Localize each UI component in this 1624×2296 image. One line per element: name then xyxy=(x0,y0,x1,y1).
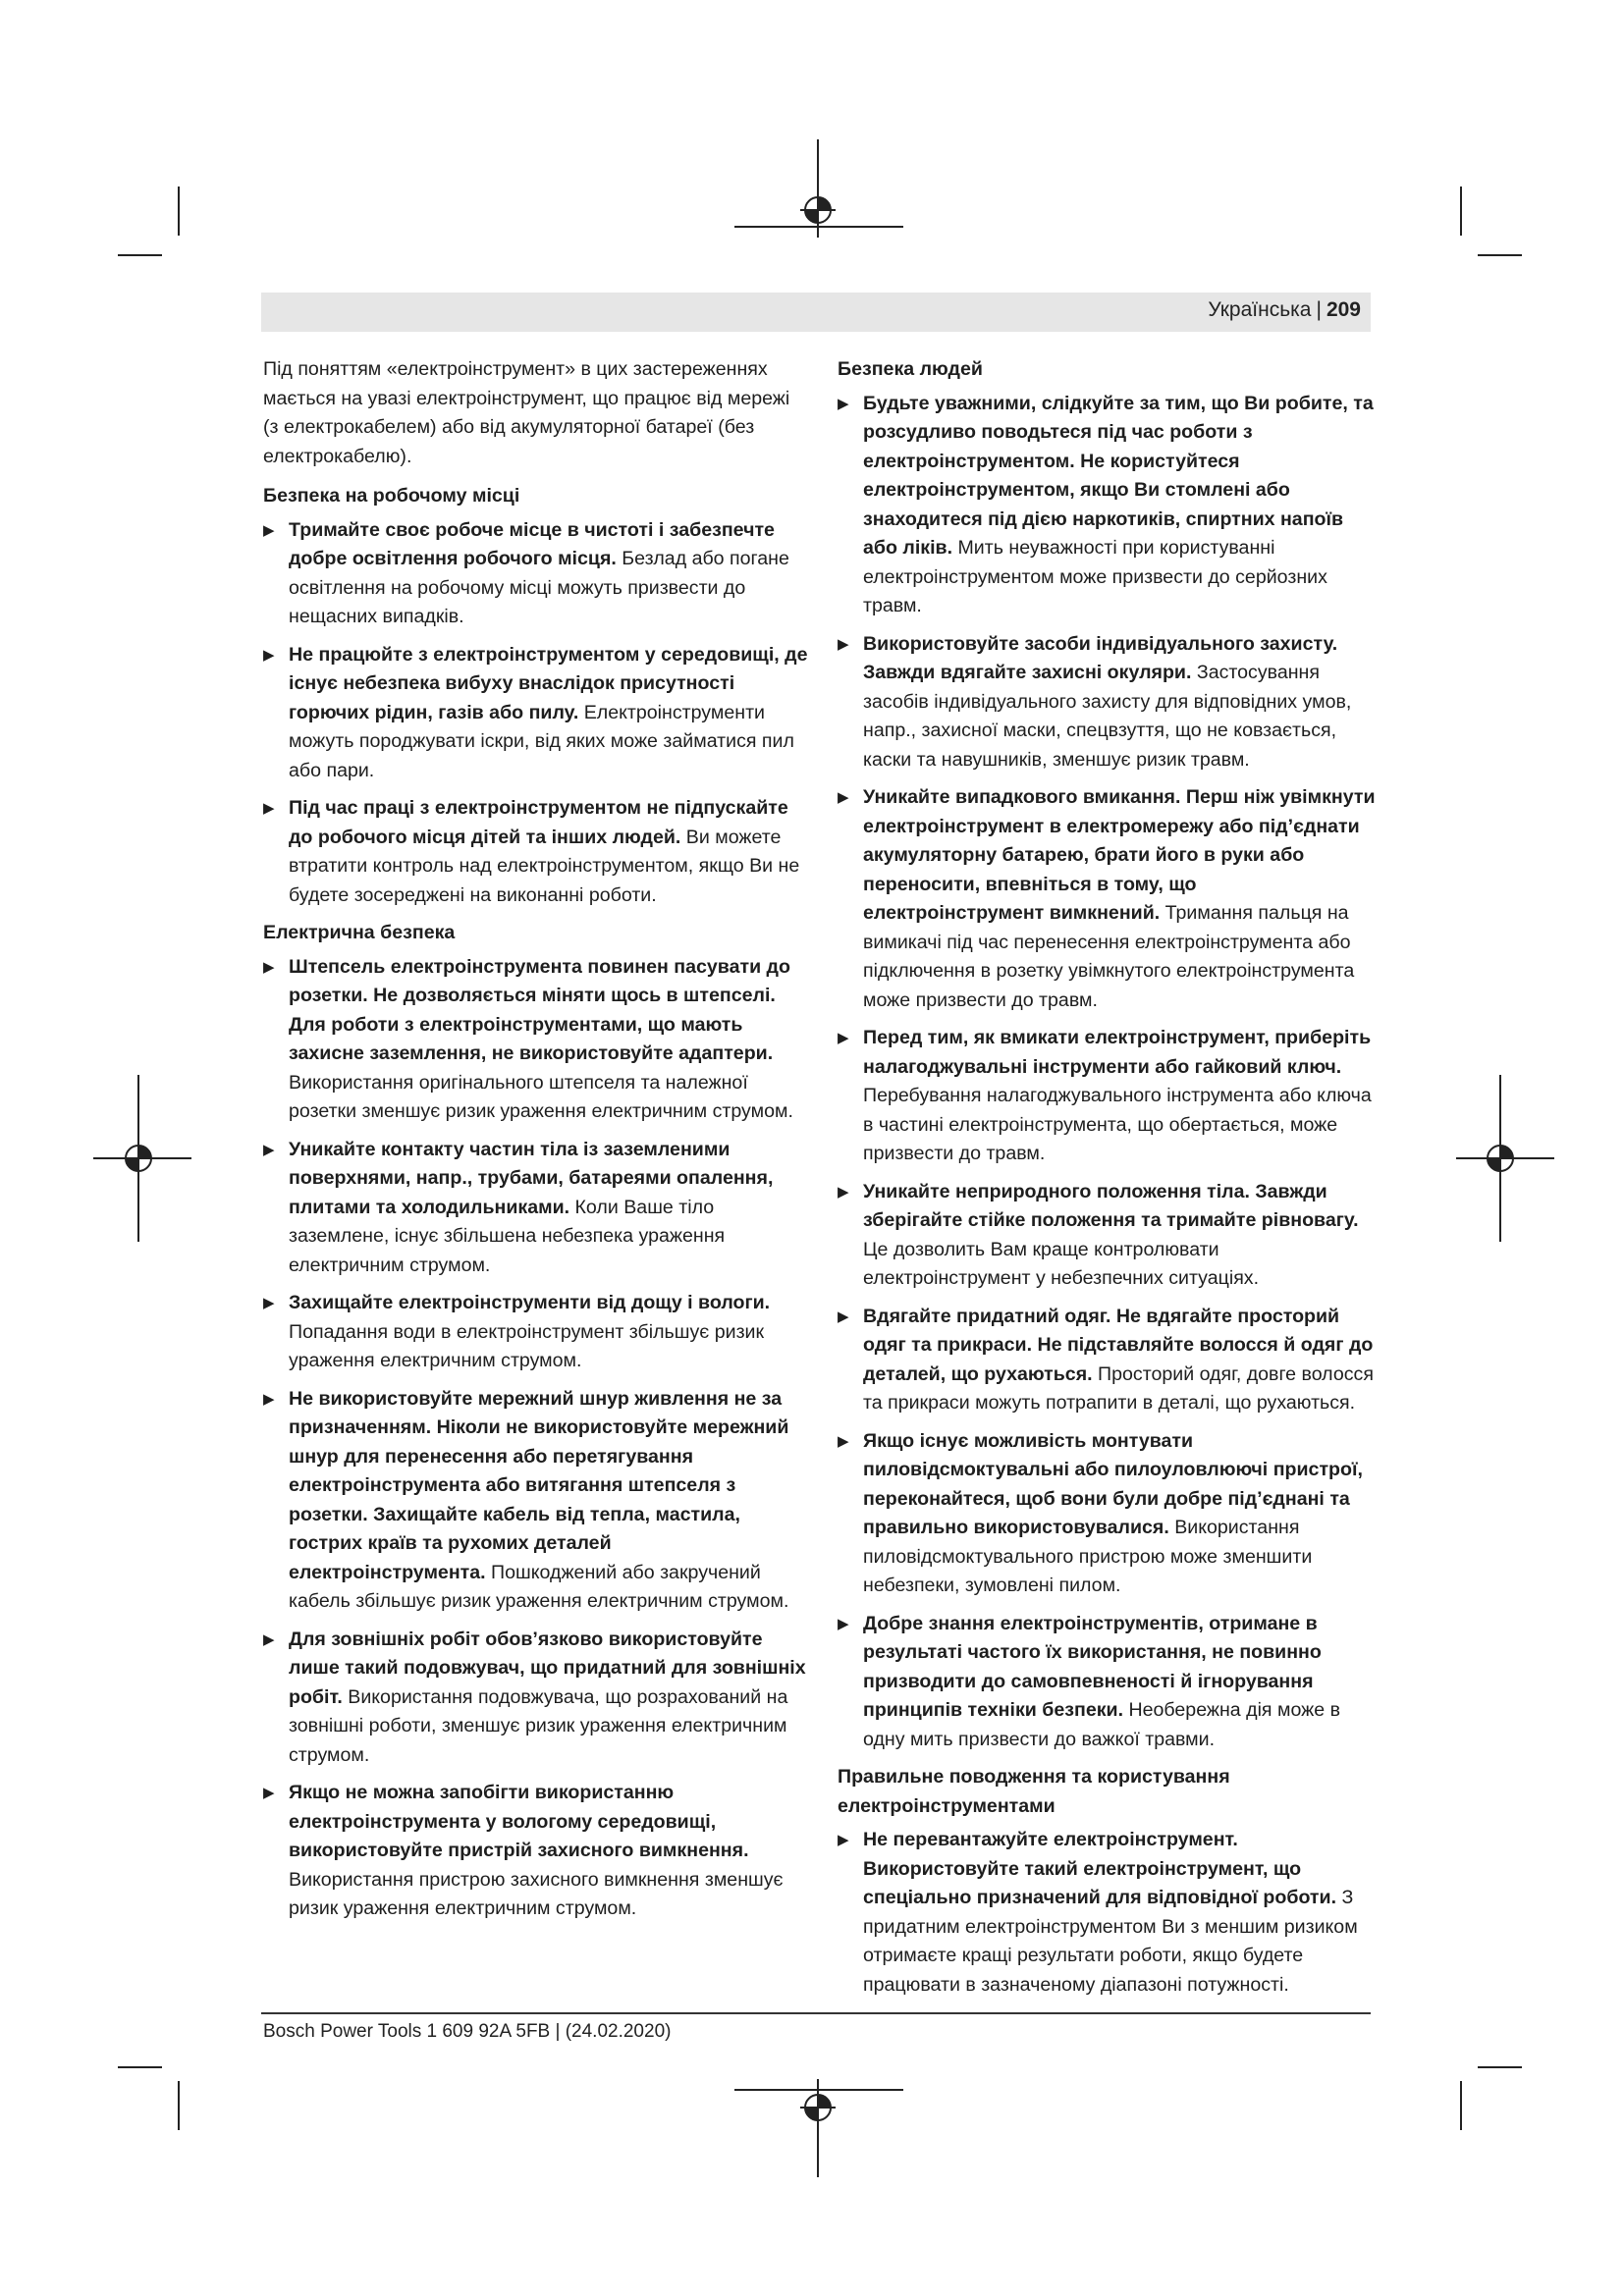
header-text xyxy=(1208,298,1361,322)
section-title-personal-safety: Безпека людей xyxy=(838,358,983,380)
workplace-safety-list xyxy=(263,516,809,911)
footer-rule xyxy=(261,2012,1371,2014)
bullet-icon: ▶ xyxy=(263,1630,275,1648)
page-number: 209 xyxy=(1326,298,1361,321)
list-item: ▶ Уникайте неприродного положення тіла. Завжди зберігайте стійке положення та тримайте рівновагу. Це дозволить Вам краще контролювати електроінструмент у небезпечних ситуаціях. xyxy=(838,1178,1376,1294)
registration-target-left-icon xyxy=(121,1141,156,1176)
personal-safety-list xyxy=(838,390,1376,1755)
right-column xyxy=(838,355,1376,2008)
list-item: ▶ Тримайте своє робоче місце в чистоті і забезпечте добре освітлення робочого місця. Безлад або погане освітлення на робочому місці можуть призвести до нещасних випадків. xyxy=(263,516,809,632)
registration-target-right-icon xyxy=(1483,1141,1518,1176)
section-title-electrical-safety: Електрична безпека xyxy=(263,922,456,943)
left-column xyxy=(263,355,809,1933)
list-item: ▶ Уникайте випадкового вмикання. Перш ніж увімкнути електроінструмент в електромережу або під’єднати акумуляторну батарею, брати його в руки або переносити, впевніться в тому, що електроінструмент вимкнений. Тримання пальця на вимикачі під час перенесення електроінструмента або підключення в розетку увімкнутого електроінструмента може призвести до травм. xyxy=(838,783,1376,1015)
crop-mark-top-left-vertical xyxy=(178,187,180,236)
section-title-tool-use-and-care: Правильне поводження та користування електроінструментами xyxy=(838,1766,1230,1817)
crop-mark-top-left-horizontal xyxy=(118,254,162,256)
list-item: ▶ Під час праці з електроінструментом не підпускайте до робочого місця дітей та інших людей. Ви можете втратити контроль над електроінструментом, якщо Ви не будете зосереджені на виконанні роботи. xyxy=(263,794,809,910)
crop-mark-bottom-right-vertical xyxy=(1460,2081,1462,2130)
bullet-icon: ▶ xyxy=(838,1030,849,1046)
crop-mark-bottom-right-horizontal xyxy=(1478,2066,1522,2068)
bullet-icon: ▶ xyxy=(263,646,275,664)
footer-text: Bosch Power Tools 1 609 92A 5FB | (24.02.2020) xyxy=(263,2021,672,2042)
list-item: ▶ Уникайте контакту частин тіла із заземленими поверхнями, напр., трубами, батареями опалення, плитами та холодильниками. Коли Ваше тіло заземлене, існує збільшена небезпека ураження електричним струмом. xyxy=(263,1136,809,1281)
bullet-icon: ▶ xyxy=(838,1183,849,1201)
registration-target-top-icon xyxy=(800,192,836,228)
bullet-icon: ▶ xyxy=(263,1785,275,1801)
header-separator: | xyxy=(1316,298,1322,321)
list-item: ▶ Вдягайте придатний одяг. Не вдягайте просторий одяг та прикраси. Не підставляйте волосся й одяг до деталей, що рухаються. Просторий одяг, довге волосся та прикраси можуть потрапити в деталі, що рухаються. xyxy=(838,1303,1376,1418)
list-item: ▶ Не використовуйте мережний шнур живлення не за призначенням. Ніколи не використовуйте мережний шнур для перенесення або перетягування електроінструмента або витягання штепселя з розетки. Захищайте кабель від тепла, мастила, гострих країв та рухомих деталей електроінструмента. Пошкоджений або закручений кабель збільшує ризик ураження електричним струмом. xyxy=(263,1385,809,1617)
bullet-icon: ▶ xyxy=(838,1615,849,1632)
list-item: ▶ Захищайте електроінструменти від дощу і вологи. Попадання води в електроінструмент збільшує ризик ураження електричним струмом. xyxy=(263,1289,809,1376)
list-item: ▶ Якщо існує можливість монтувати пиловідсмоктувальні або пилоуловлюючі пристрої, переконайтеся, щоб вони були добре під’єднані та правильно використовувалися. Використання пиловідсмоктувального пристрою може зменшити небезпеки, зумовлені пилом. xyxy=(838,1427,1376,1601)
crop-mark-bottom-left-vertical xyxy=(178,2081,180,2130)
bullet-icon: ▶ xyxy=(838,635,849,653)
intro-paragraph: Під поняттям «електроінструмент» в цих застереженнях мається на увазі електроінструмент, що працює від мережі (з електрокабелем) або від акумуляторної батареї (без електрокабелю). xyxy=(263,358,790,467)
bullet-icon: ▶ xyxy=(838,1432,849,1450)
bullet-icon: ▶ xyxy=(263,958,275,976)
list-item: ▶ Не працюйте з електроінструментом у середовищі, де існує небезпека вибуху внаслідок присутності горючих рідин, газів або пилу. Електроінструменти можуть породжувати іскри, від яких може займатися пил або пари. xyxy=(263,641,809,786)
crop-mark-top-right-vertical xyxy=(1460,187,1462,236)
crop-mark-bottom-left-horizontal xyxy=(118,2066,162,2068)
list-item: ▶ Добре знання електроінструментів, отримане в результаті частого їх використання, не повинно призводити до самовпевненості й ігнорування принципів техніки безпеки. Необережна дія може в одну мить призвести до важкої травми. xyxy=(838,1610,1376,1755)
list-item: ▶ Штепсель електроінструмента повинен пасувати до розетки. Не дозволяється міняти щось в штепселі. Для роботи з електроінструментами, що мають захисне заземлення, не використовуйте адаптери. Використання оригінального штепселя та належної розетки зменшує ризик ураження електричним струмом. xyxy=(263,953,809,1127)
bullet-icon: ▶ xyxy=(263,1141,275,1158)
list-item: ▶ Будьте уважними, слідкуйте за тим, що Ви робите, та розсудливо поводьтеся під час роботи з електроінструментом. Не користуйтеся електроінструментом, якщо Ви стомлені або знаходитеся під дією наркотиків, спиртних напоїв або ліків. Мить неуважності при користуванні електроінструментом може призвести до серйозних травм. xyxy=(838,390,1376,621)
registration-target-bottom-icon xyxy=(800,2090,836,2125)
tool-use-list xyxy=(838,1826,1376,2000)
list-item: ▶ Не перевантажуйте електроінструмент. Використовуйте такий електроінструмент, що спеціально призначений для відповідної роботи. З придатним електроінструментом Ви з меншим ризиком отримаєте кращі результати роботи, якщо будете працювати в зазначеному діапазоні потужності. xyxy=(838,1826,1376,2000)
bullet-icon: ▶ xyxy=(838,789,849,806)
bullet-icon: ▶ xyxy=(838,395,849,412)
bullet-icon: ▶ xyxy=(263,1295,275,1311)
list-item: ▶ Якщо не можна запобігти використанню електроінструмента у вологому середовищі, використовуйте пристрій захисного вимкнення. Використання пристрою захисного вимкнення зменшує ризик ураження електричним струмом. xyxy=(263,1779,809,1924)
list-item: ▶ Для зовнішніх робіт обов’язково використовуйте лише такий подовжувач, що придатний для зовнішніх робіт. Використання подовжувача, що розрахований на зовнішні роботи, зменшує ризик ураження електричним струмом. xyxy=(263,1626,809,1771)
list-item: ▶ Використовуйте засоби індивідуального захисту. Завжди вдягайте захисні окуляри. Застосування засобів індивідуального захисту для відповідних умов, напр., захисної маски, спецвзуття, що не ковзається, каски та навушників, зменшує ризик травм. xyxy=(838,630,1376,775)
crop-mark-top-right-horizontal xyxy=(1478,254,1522,256)
list-item: ▶ Перед тим, як вмикати електроінструмент, приберіть налагоджувальні інструменти або гайковий ключ. Перебування налагоджувального інструмента або ключа в частині електроінструмента, що обертається, може призвести до травм. xyxy=(838,1024,1376,1169)
bullet-icon: ▶ xyxy=(263,521,275,539)
header-language: Українська xyxy=(1208,298,1312,321)
bullet-icon: ▶ xyxy=(838,1832,849,1848)
bullet-icon: ▶ xyxy=(263,1390,275,1408)
section-title-workplace-safety: Безпека на робочому місці xyxy=(263,485,520,507)
bullet-icon: ▶ xyxy=(838,1308,849,1325)
electrical-safety-list xyxy=(263,953,809,1924)
page-header xyxy=(261,293,1371,332)
bullet-icon: ▶ xyxy=(263,800,275,817)
